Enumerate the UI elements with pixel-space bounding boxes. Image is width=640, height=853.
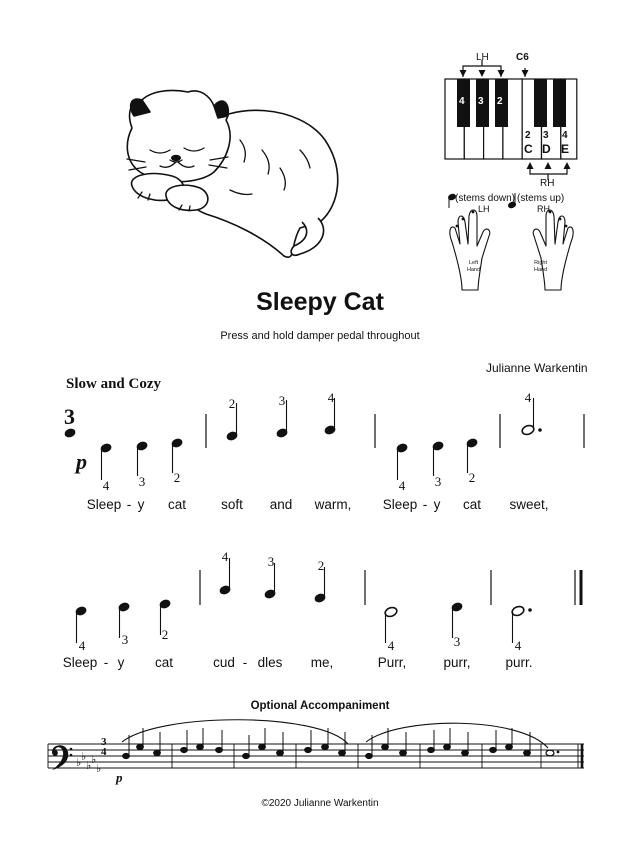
finger-number: 3 [267,554,275,569]
lyric-syllable: purr. [505,655,533,670]
lyric-syllable: Purr, [377,655,407,670]
finger-number: 2 [468,470,476,485]
finger-number: 3 [278,393,286,408]
white-key-finger: 4 [562,130,568,141]
pedal-instruction: Press and hold damper pedal throughout [220,330,420,342]
accompaniment-heading: Optional Accompaniment [250,700,390,712]
finger-number: 3 [453,634,461,649]
lyric-syllable: me, [310,655,334,670]
c6-label: C6 [516,52,529,63]
tempo-marking: Slow and Cozy [66,376,162,392]
lyric-syllable: y [433,497,441,512]
finger-number: 4 [102,478,110,493]
accompaniment-time-signature: 3 4 [101,736,107,758]
finger-number: 3 [138,474,146,489]
finger-number: 3 [434,474,442,489]
lyric-syllable: Sleep [86,497,122,512]
finger-number: 4 [398,478,406,493]
lyric-syllable: sweet, [509,497,549,512]
lyric-syllable: warm, [314,497,352,512]
stems-lh-label: LH [478,204,490,214]
lyric-syllable: and [269,497,293,512]
lyric-syllable: cat [154,655,174,670]
copyright: ©2020 Julianne Warkentin [261,798,379,809]
stems-down-label: (stems down) [455,193,516,204]
composer: Julianne Warkentin [486,361,588,375]
finger-number: 2 [317,558,325,573]
svg-text:♭: ♭ [91,753,97,766]
right-hand-label: Right Hand [534,260,548,273]
lyric-syllable: Sleep [62,655,98,670]
finger-number: 4 [78,638,86,653]
finger-number: 4 [221,549,229,564]
finger-number: 4 [514,638,522,653]
rh-label: RH [540,178,555,189]
finger-number: 3 [121,632,129,647]
finger-number: 2 [161,627,169,642]
lyric-syllable: y [117,655,125,670]
dynamic-marking: p [76,449,87,474]
finger-number: 2 [173,470,181,485]
white-key-note: E [561,142,570,156]
finger-number: 4 [387,638,395,653]
lyric-syllable: cat [167,497,187,512]
black-key-finger: 4 [459,96,465,107]
white-key-finger: 2 [525,130,531,141]
finger-number: 4 [524,390,532,405]
lyric-syllable: dles [257,655,283,670]
white-key-finger: 3 [543,130,549,141]
finger-number: 4 [327,390,335,405]
lh-label: LH [476,52,489,63]
lyric-hyphen: - [242,655,248,670]
lyric-hyphen: - [126,497,132,512]
stems-up-label: (stems up) [517,193,565,204]
lyric-syllable: soft [221,497,243,512]
svg-text:♭: ♭ [81,750,87,763]
svg-text:♭: ♭ [96,762,102,775]
left-hand-label: Left Hand [467,260,481,273]
black-key-finger: 2 [497,96,503,107]
lyric-syllable: cud [213,655,235,670]
lyric-hyphen: - [422,497,428,512]
lyric-syllable: Sleep [382,497,418,512]
page-title: Sleepy Cat [256,288,384,316]
white-key-note: C [524,142,533,156]
stems-rh-label: RH [537,204,550,214]
svg-text:♭: ♭ [86,759,92,772]
finger-number: 2 [228,396,236,411]
lyric-hyphen: - [103,655,109,670]
time-signature: 3 [64,404,75,429]
black-key-finger: 3 [478,96,484,107]
lyric-syllable: purr, [443,655,471,670]
white-key-note: D [542,142,551,156]
lyric-syllable: cat [462,497,482,512]
svg-text:♭: ♭ [76,756,82,769]
accompaniment-dynamic: p [116,770,123,785]
lyric-syllable: y [137,497,145,512]
